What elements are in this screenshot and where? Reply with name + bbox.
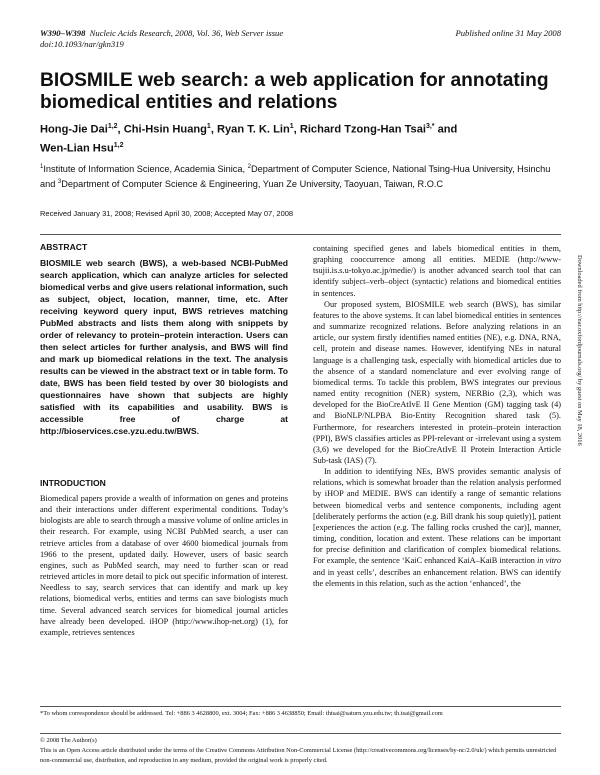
introduction-heading: INTRODUCTION <box>40 478 106 488</box>
italic-term: in vitro <box>537 556 561 566</box>
paragraph <box>313 466 561 589</box>
footnote-divider <box>40 706 561 707</box>
introduction-text: Biomedical papers provide a wealth of information on genes and proteins and their interactions under different experimental conditions. Today’s biologists are able to search through a massive volume of online articles in their research. For example, using NCBI PubMed search, a user can retrieve articles from a database of over 4600 biomedical journals from 1966 to the present, updated daily. However, users of basic search engines, such as PubMed search, may need to further scan or read retrieved articles in more detail to pick out specific information of interest. Needless to say, search services that can identify and mark up key relations, biomedical verbs, entities and terms can save biologists much time. Several advanced search services for biomedical journal articles have already been developed. iHOP (http://www.ihop-net.org) (1), for example, retrieves sentences <box>40 494 288 637</box>
author-line-2 <box>40 138 560 157</box>
author-affil-marker: 1 <box>289 123 294 130</box>
doi: doi:10.1093/nar/gkn319 <box>40 39 124 49</box>
copyright: © 2008 The Author(s) <box>40 737 97 744</box>
author-affil-marker: 1,2 <box>113 141 124 149</box>
running-header <box>40 28 283 50</box>
author-separator: , <box>293 123 300 136</box>
author-name: Wen-Lian Hsu <box>40 142 114 155</box>
author-name: Hong-Jie Dai <box>40 123 108 136</box>
download-stamp <box>574 255 584 655</box>
published-date: Published online 31 May 2008 <box>455 28 561 38</box>
download-stamp-text: Downloaded from http://nar.oxfordjournals.org/ by guest on May 18, 2016 <box>576 255 583 446</box>
article-title: BIOSMILE web search: a web application for annotating biomedical entities and relations <box>40 70 549 113</box>
affiliation-2: Department of Computer Science, National Tsing-Hua University, Hsinchu and <box>40 164 551 190</box>
author-name: Ryan T. K. Lin <box>217 123 290 136</box>
author-name: Richard Tzong-Han Tsai <box>299 123 426 136</box>
corresponding-author-note: *To whom correspondence should be addressed. Tel: +886 3 4628800, ext. 3004; Fax: +886 3 4638850; Email: thtsai@saturn.yzu.edu.tw; th.tsai@gmail.com <box>40 710 443 717</box>
author-separator: , <box>117 123 124 136</box>
header-divider <box>40 234 561 235</box>
paragraph-text: In addition to identifying NEs, BWS provides semantic analysis of relations, which is somewhat broader than the relation analysis performed by iHOP and MEDIE. BWS can identify a range of semantic relations between biomedical verbs and sentence components, including agent [deliberately performs the action (e.g. Bill drank his soup quietly)], patient [experiences the action (e.g. The falling rocks crushed the car)], manner, timing, condition, location and extent. These relations can be important for precise definition and clarification of complex biomedical relations. For example, the sentence ‘KaiC enhanced KaiA–KaiB interaction <box>313 467 561 566</box>
author-line-1 <box>40 119 560 138</box>
affil-marker: 1 <box>40 164 44 170</box>
license-text: This is an Open Access article distributed under the terms of the Creative Commons Attribution Non-Commercial License (http://creativecommons.org/licenses/by-nc/2.0/uk/) which permits unrestricted non-commercial use, distribution, and reproduction in any medium, provided the original work is properly cited. <box>40 747 557 764</box>
abstract-heading: ABSTRACT <box>40 242 88 252</box>
abstract-text: BIOSMILE web search (BWS), a web-based NCBI-PubMed search application, which can analyze articles for selected biomedical verbs and give users relational information, such as subject, object, location, manner, time, etc. After receiving keyword query input, BWS retrieves matching PubMed abstracts and lists them along with snippets by order of relevancy to protein–protein interaction. Users can then select articles for further analysis, and BWS will find and mark up biomedical relations in the text. The analysis results can be viewed in the abstract text or in table form. To date, BWS has been field tested by over 30 biologists and questionnaires have shown that subjects are highly satisfied with its capabilities and usability. BWS is accessible free of charge at http://bioservices.cse.yzu.edu.tw/BWS. <box>40 258 288 436</box>
affiliation-1: Institute of Information Science, Academia Sinica, <box>43 164 248 175</box>
right-column-text <box>313 243 561 589</box>
affil-marker: 2 <box>247 164 251 170</box>
affiliations <box>40 161 565 191</box>
received-dates: Received January 31, 2008; Revised April 30, 2008; Accepted May 07, 2008 <box>40 209 294 218</box>
author-affil-marker: 1 <box>206 123 211 130</box>
author-separator: , <box>210 123 217 136</box>
paragraph: containing specified genes and labels biomedical entities in them, graphing cooccurrence among all entities. MEDIE (http://www-tsujii.is.s.u-tokyo.ac.jp/medie/) is another advanced search tool that can identify subject–verb–object (syntactic) relations and biomedical entities in sentences. <box>313 244 561 298</box>
author-list <box>40 119 560 156</box>
page-range: W390–W398 <box>40 28 86 38</box>
affil-marker: 3 <box>57 179 62 186</box>
paragraph-text: and in yeast cells’, describes an enhancement relation. BWS can identify the elements in this relation, such as the action ‘enhanced’, the <box>313 567 561 588</box>
author-name: Chi-Hsin Huang <box>123 123 207 136</box>
author-affil-marker: 3,* <box>425 123 435 130</box>
license-divider <box>40 733 561 734</box>
affiliation-3: Department of Computer Science & Engineering, Yuan Ze University, Taoyuan, Taiwan, R.O.C <box>61 179 444 190</box>
paragraph: Our proposed system, BIOSMILE web search (BWS), has similar features to the above systems. It can label biomedical entities in sentences and summarize recognized relations. Before analyzing relations in an article, our system firstly identifies named entities (NE), e.g. DNA, RNA, cell, protein and disease names. However, identifying NEs in natural language is a challenging task, especially with biomedical articles due to the absence of a standard nomenclature and ever evolving range of biomedical terms. To tackle this problem, BWS integrates our previous named entity recognition (NER) system, NERBio (2,3), which was developed for the BioCreAtIvE II Gene Mention (GM) tagging task (4) and BioNLP/NLPBA Bio-Entity Recognition shared task (5). Furthermore, for researchers interested in protein–protein interaction (PPI), BWS classifies articles as PPI-relevant or -irrelevant using a system (3,6) we developed for the BioCreAtIvE II Protein Interaction Article Sub-task (IAS) (7). <box>313 299 561 465</box>
journal-citation: Nucleic Acids Research, 2008, Vol. 36, Web Server issue <box>89 28 284 38</box>
author-affil-marker: 1,2 <box>107 123 118 130</box>
author-separator: and <box>434 123 458 136</box>
